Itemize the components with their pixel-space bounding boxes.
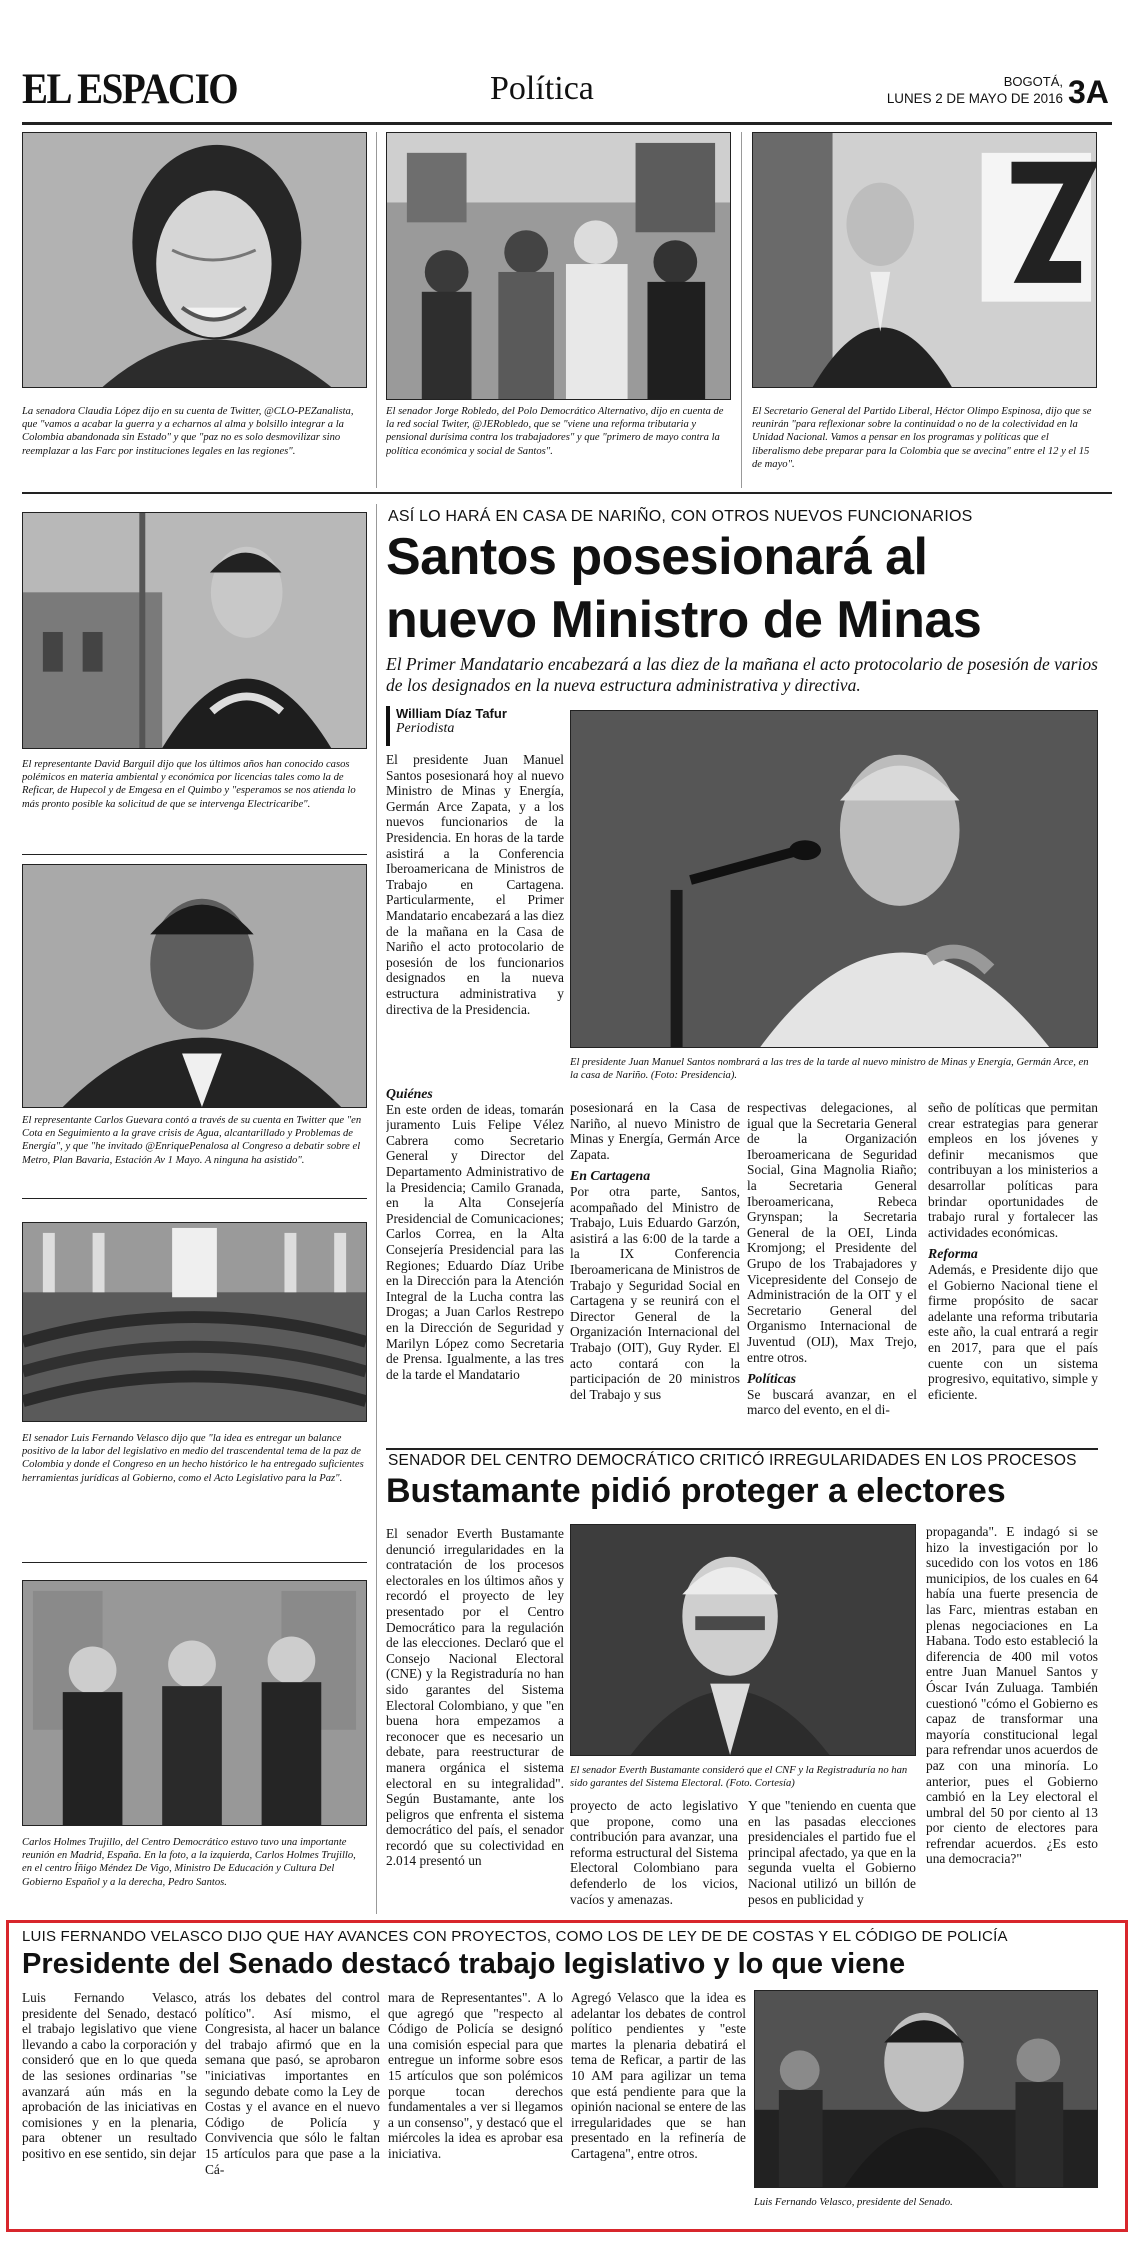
caption-jorge-robledo: El senador Jorge Robledo, del Polo Democrático Alternativo, dijo en cuenta de la red social Twiter, @JERobledo, que se "viene una reforma tributaria y pensional durísima contra los trabajadores" y que "primero de mayo contra la política económica y social de Santos". xyxy=(386,406,724,457)
byline-name: William Díaz Tafur xyxy=(396,706,507,721)
caption-velasco: Luis Fernando Velasco, presidente del Senado. xyxy=(754,2197,953,2208)
top-divider-2 xyxy=(741,132,742,488)
newspaper-logo: EL ESPACIO xyxy=(22,65,238,114)
lead-paragraph-8: Además, e Presidente dijo que el Gobierno Nacional tiene el firme propósito de sacar adelante una reforma tributaria este año, la cual entrará a regir en 2017, para que el país cuente con un sistema progresivo, equitativo, simple y eficiente. xyxy=(928,1261,1098,1402)
top-divider-1 xyxy=(376,132,377,488)
sidebar-rule-2 xyxy=(22,1198,367,1199)
second-col3 xyxy=(748,1798,916,1916)
photo-luis-fernando-velasco xyxy=(754,1990,1098,2188)
photo-claudia-lopez xyxy=(22,132,367,388)
page-number: 3A xyxy=(1068,74,1109,110)
subhead-cartagena: En Cartagena xyxy=(570,1168,651,1184)
lead-col1-top xyxy=(386,752,564,1080)
lead-headline-line2: nuevo Ministro de Minas xyxy=(386,591,982,649)
second-headline: Bustamante pidió proteger a electores xyxy=(386,1472,1006,1510)
masthead xyxy=(22,60,1112,118)
sidebar-divider xyxy=(376,504,377,1914)
third-paragraph-1: Luis Fernando Velasco, presidente del Senado, destacó el trabajo legislativo que viene llevando a cabo la corporación y consideró que en lo que queda de las sesiones ordinarias "se avanzará aún más en la aprobación de las iniciativas en comisiones y en la plenaria, para obtener un resultado positivo en ese sentido, sin dejar xyxy=(22,1990,197,2161)
lead-col4 xyxy=(928,1100,1098,1466)
lead-paragraph-6: Se buscará avanzar, en el marco del evento, en el di- xyxy=(747,1386,917,1418)
second-paragraph-4: propaganda". E indagó si se hizo la investigación por lo sucedido con los votos en 186 municipios, de los cuales en 64 había una fuerte presencia de las Farc, mientras estaban en plenas negociaciones en La Habana. Todo esto estableció la diferencia de 400 mil votos entre Juan Manuel Santos y Óscar Iván Zuluaga. También cuestionó "cómo el Gobierno es capaz de transformar una mayoría constitucional legal para refrendar unos acuerdos de paz con una minoría. Lo anterior, pues el Gobierno cambió en la Ley electoral el umbral del 50 por ciento al 13 por ciento de electores para refrendar acuerdos. ¿Es esto una democracia?" xyxy=(926,1524,1098,1867)
third-kicker: LUIS FERNANDO VELASCO DIJO QUE HAY AVANCES CON PROYECTOS, COMO LOS DE LEY DE DE COSTAS Y EL CÓDIGO DE POLICÍA xyxy=(22,1928,1008,1945)
third-col4 xyxy=(571,1990,746,2222)
photo-congress-session xyxy=(22,1222,367,1422)
second-col4 xyxy=(926,1524,1098,1916)
caption-david-barguil: El representante David Barguil dijo que los últimos años han conocido casos polémicos en materia ambiental y económica por licencias tales como la de Reficar, de Hupecol y de Emgesa en el Quimbo y "esperamos se nos atienda lo más pronto posible ka solicitud de que se intervenga Electricaribe". xyxy=(22,759,356,810)
city-label: BOGOTÁ, xyxy=(1003,74,1063,89)
sidebar-rule-1 xyxy=(22,854,367,855)
caption-hector-olimpo: El Secretario General del Partido Liberal, Héctor Olimpo Espinosa, dijo que se reunirán "para reflexionar sobre la continuidad o no de la colectividad en la Unidad Nacional. Vamos a pensar en los programas y políticas que el liberalismo debe preparar para la Colombia que se avecina" entre el 12 y el 15 de mayo". xyxy=(752,406,1092,470)
second-paragraph-3: Y que "teniendo en cuenta que en las pasadas elecciones presidenciales el partido fue el principal afectado, ya que en la segunda vuelta el Gobierno Nacional utilizó un billón de pesos en publicidad y xyxy=(748,1798,916,1907)
lead-paragraph-3: posesionará en la Casa de Nariño, al nuevo Ministro de Minas y Energía, Germán Arce Zapata. xyxy=(570,1100,740,1162)
lead-deck: El Primer Mandatario encabezará a las diez de la mañana el acto protocolario de posesión de varios de los designados en la nueva estructura administrativa y directiva. xyxy=(386,654,1098,695)
third-col2 xyxy=(205,1990,380,2222)
lead-col1-bottom xyxy=(386,1086,564,1466)
second-paragraph-2: proyecto de acto legislativo que propone, como una contribución para avanzar, una reforma estructural del Sistema Electoral Colombiano para defenderlo de los vicios, vacíos y amenazas. xyxy=(570,1798,738,1907)
caption-santos: El presidente Juan Manuel Santos nombrará a las tres de la tarde al nuevo ministro de Minas y Energía, Germán Arce, en la casa de Nariño. (Foto: Presidencia). xyxy=(570,1057,1089,1082)
masthead-rule xyxy=(22,122,1112,125)
caption-claudia-lopez: La senadora Claudia López dijo en su cuenta de Twitter, @CLO-PEZanalista, que "vamos a acabar la guerra y a echarnos al alma y bolsillo integrar a la Colombia abandonada sin Estado" y que "paz no es solo desmovilizar sino reemplazar a las Farc por instituciones legales en las regiones". xyxy=(22,406,354,457)
lead-paragraph-4: Por otra parte, Santos, acompañado del Ministro de Trabajo, Luis Eduardo Garzón, asistirá a las 6:00 de la tarde a la IX Conferencia Iberoamericana de Ministros de Trabajo y Seguridad Social en Cartagena y se reunirá con el Director General de la Organización Internacional del Trabajo (OIT), Guy Ryder. El acto contará con la participación de 20 ministros del Trabajo y sus xyxy=(570,1183,740,1402)
lead-paragraph-1: El presidente Juan Manuel Santos posesionará hoy al nuevo Ministro de Minas y Energía, Germán Arce Zapata, y a los nuevos funcionarios de la Presidencia. En horas de la tarde asistirá a la Conferencia Iberoamericana de Ministros de Trabajo en Cartagena. Particularmente, el Primer Mandatario encabezará a las diez de la mañana en la Casa de Nariño el acto protocolario de posesión de los funcionarios designados en la nueva estructura administrativa y directiva de la Presidencia. xyxy=(386,752,564,1017)
top-row-rule xyxy=(22,492,1112,494)
third-paragraph-4: Agregó Velasco que la idea es adelantar los debates de control político pendientes y "este martes la plenaria debatirá el tema de Reficar, a partir de las 10 AM para agilizar un tema que está pendiente para que la opinión nacional se entere de las irregularidades que se han presentado en la refinería de Cartagena", entre otros. xyxy=(571,1990,746,2161)
third-paragraph-2: atrás los debates del control político". Así mismo, el Congresista, al hacer un balance del trabajo afirmó que en la semana que pasó, se aprobaron "iniciativas importantes en segundo debate como la Ley de Costas y el avance en el nuevo Código de Policía y Convivencia que sólo le faltan 15 artículos para que pase a la Cá- xyxy=(205,1990,380,2177)
caption-carlos-holmes: Carlos Holmes Trujillo, del Centro Democrático estuvo tuvo una importante reunión en Madrid, España. En la foto, a la izquierda, Carlos Holmes Trujillo, en el centro Íñigo Méndez De Vigo, Ministro De Educación y Cultura Del Gobierno Español y a la derecha, Pedro Santos. xyxy=(22,1837,356,1888)
photo-hector-olimpo xyxy=(752,132,1097,388)
lead-paragraph-2: En este orden de ideas, tomarán juramento Luis Felipe Vélez Cabrera como Secretario General y Director del Departamento Administrativo de la Presidencia; Camilo Granada, en la Alta Consejería Presidencial de Comunicaciones; Carlos Correa, en la Alta Consejería Presidencial para las Regiones; Eduardo Díaz Uribe en la Dirección para la Atención Integral de la Lucha contra las Drogas; a Juan Carlos Restrepo en la Dirección de Seguridad y Marilyn López como Secretaria de Prensa. Igualmente, a las tres de la tarde el Mandatario xyxy=(386,1101,564,1382)
subhead-quienes: Quiénes xyxy=(386,1086,433,1101)
third-paragraph-3: mara de Representantes". A lo que agregó que "respecto al Código de Policía se designó una comisión especial para que entregue un informe sobre esos 15 artículos que son polémicos porque tocan derechos fundamentales a ver si llegamos a un consenso", y destacó que el miércoles la idea es aprobar esa iniciativa. xyxy=(388,1990,563,2161)
lead-byline xyxy=(386,706,576,746)
subhead-reforma: Reforma xyxy=(928,1246,978,1262)
caption-velasco-senate: El senador Luis Fernando Velasco dijo que "la idea es entregar un balance positivo de la labor del legislativo en medio del trascendental tema de la paz de Colombia y donde el Congreso en un hecho histórico le ha entregado suficientes herramientas jurídicas al Gobierno, como el Acto Legislativo para la Paz". xyxy=(22,1433,364,1484)
photo-santos xyxy=(570,710,1098,1048)
third-col1 xyxy=(22,1990,197,2222)
byline-role: Periodista xyxy=(396,721,455,736)
second-col2 xyxy=(570,1798,738,1916)
third-headline: Presidente del Senado destacó trabajo legislativo y lo que viene xyxy=(22,1948,906,1980)
photo-carlos-guevara xyxy=(22,864,367,1108)
second-paragraph-1: El senador Everth Bustamante denunció irregularidades en la contratación de los procesos electorales en los últimos años y recordó el proyecto de ley presentado por el Centro Democrático para la regulación de las elecciones. Declaró que el Consejo Nacional Electoral (CNE) y la Registraduría no han sido garantes del Sistema Electoral Colombiano, y que "en buena hora empezamos a reconocer que es necesario un debate, para reestructurar de manera orgánica el sistema electoral en su integralidad". Según Bustamante, ante los peligros que enfrenta el sistema democrático del país, el senador recordó que su colectividad en 2.014 presentó un xyxy=(386,1526,564,1869)
sidebar-rule-3 xyxy=(22,1562,367,1563)
photo-everth-bustamante xyxy=(570,1524,916,1756)
lead-headline-line1: Santos posesionará al xyxy=(386,528,928,586)
photo-david-barguil xyxy=(22,512,367,749)
lead-kicker: ASÍ LO HARÁ EN CASA DE NARIÑO, CON OTROS NUEVOS FUNCIONARIOS xyxy=(388,508,973,525)
caption-carlos-guevara: El representante Carlos Guevara contó a través de su cuenta en Twitter que "en Cota en Seguimiento a la grave crisis de Agua, alcantarillado y Problemas de Energía", y que "he invitado @EnriquePenalosa al Congreso a debatir sobre el Metro, Plan Bavaria, Estación Av 1 Mayo. A ninguna ha asistido". xyxy=(22,1115,362,1166)
photo-jorge-robledo xyxy=(386,132,731,400)
lead-bottom-rule xyxy=(386,1448,1098,1450)
third-col3 xyxy=(388,1990,563,2222)
photo-carlos-holmes-madrid xyxy=(22,1580,367,1826)
lead-col3 xyxy=(747,1100,917,1466)
section-title: Política xyxy=(490,70,594,107)
subhead-politicas: Políticas xyxy=(747,1371,797,1387)
lead-paragraph-7: seño de políticas que permitan crear estrategias para generar empleos en los jóvenes y definir mecanismos que contribuyan a los ministerios a desarrollar políticas para brindar oportunidades de trabajo rural y fortalecer las actividades económicas. xyxy=(928,1100,1098,1240)
second-kicker: SENADOR DEL CENTRO DEMOCRÁTICO CRITICÓ IRREGULARIDADES EN LOS PROCESOS xyxy=(388,1452,1077,1469)
lead-col2 xyxy=(570,1100,740,1466)
caption-bustamante: El senador Everth Bustamante consideró que el CNF y la Registraduría no han sido garantes del Sistema Electoral. (Foto. Cortesía) xyxy=(570,1765,908,1790)
lead-paragraph-5: respectivas delegaciones, al igual que la Secretaria General de la Organización Iberoamericana de Seguridad Social, Gina Magnolia Riaño; la Secretaria General Iberoamericana, Rebeca Grynspan; la Secretaria General de la OEI, Linda Kromjong; el Presidente del Grupo de los Trabajadores y Vicepresidente del Consejo de Administración de la OIT y el Secretario General del Organismo Internacional de Juventud (OIJ), Max Trejo, entre otros. xyxy=(747,1100,917,1365)
date-label: LUNES 2 DE MAYO DE 2016 xyxy=(886,91,1063,106)
second-col1 xyxy=(386,1526,564,1916)
